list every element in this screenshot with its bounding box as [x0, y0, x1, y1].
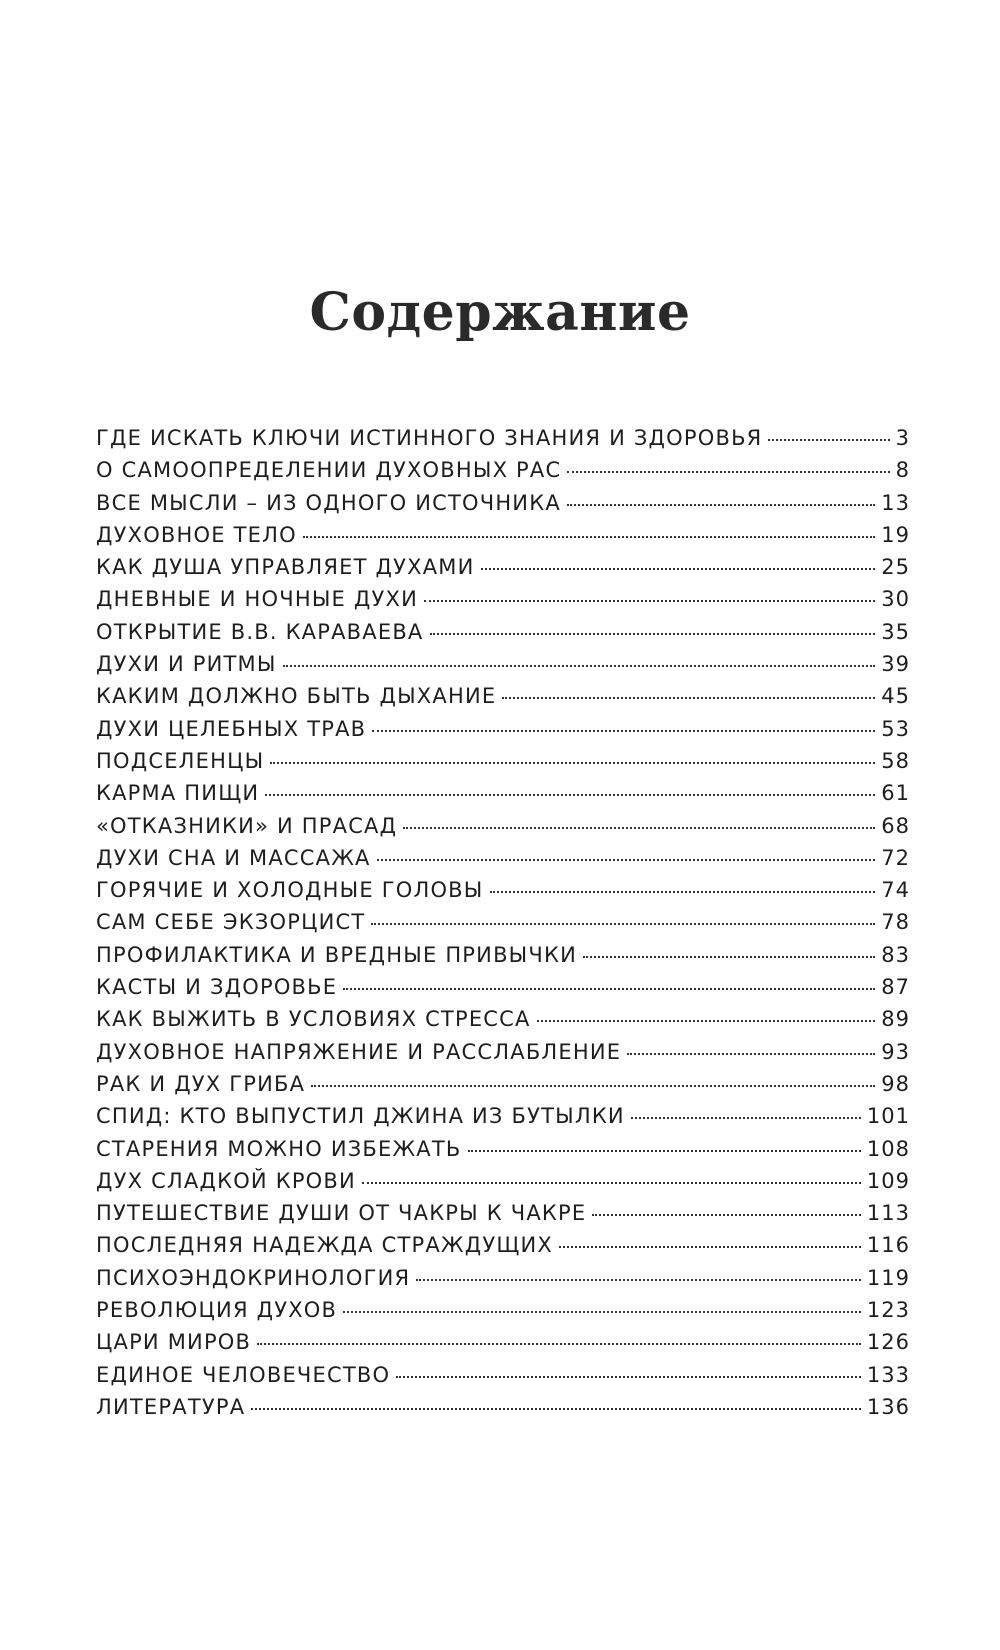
toc-dot-leader [303, 536, 875, 538]
toc-entry-page-number: 68 [881, 813, 910, 838]
toc-dot-leader [265, 794, 875, 796]
toc-entry [96, 1330, 910, 1362]
toc-dot-leader [362, 1182, 861, 1184]
toc-entry [96, 943, 910, 975]
toc-entry [96, 1298, 910, 1330]
toc-entry [96, 846, 910, 878]
toc-dot-leader [424, 600, 875, 602]
toc-entry-page-number: 58 [881, 748, 910, 773]
toc-entry-page-number: 25 [881, 555, 910, 580]
toc-entry-title: РАК И ДУХ ГРИБА [96, 1071, 306, 1096]
toc-entry-title: КАСТЫ И ЗДОРОВЬЕ [96, 975, 338, 1000]
toc-entry-title: О САМООПРЕДЕЛЕНИИ ДУХОВНЫХ РАС [96, 458, 562, 483]
toc-entry-title: ДУХИ И РИТМЫ [96, 652, 277, 677]
toc-entry-title: ДУХ СЛАДКОЙ КРОВИ [96, 1168, 356, 1193]
toc-entry [96, 1201, 910, 1233]
page-title: Содержание [309, 281, 691, 343]
toc-dot-leader [396, 1376, 861, 1378]
toc-entry-title: РЕВОЛЮЦИЯ ДУХОВ [96, 1298, 338, 1323]
toc-entry [96, 910, 910, 942]
toc-entry-title: ЕДИНОЕ ЧЕЛОВЕЧЕСТВО [96, 1362, 391, 1387]
toc-entry [96, 1266, 910, 1298]
toc-entry [96, 555, 910, 587]
toc-entry [96, 1072, 910, 1104]
toc-entry-page-number: 61 [881, 781, 910, 806]
toc-dot-leader [468, 1150, 861, 1152]
toc-entry-page-number: 83 [881, 942, 910, 967]
toc-dot-leader [502, 697, 875, 699]
toc-dot-leader [377, 859, 876, 861]
toc-entry-title: ПОДСЕЛЕНЦЫ [96, 748, 265, 773]
toc-entry-title: ДУХИ СНА И МАССАЖА [96, 845, 371, 870]
toc-dot-leader [311, 1085, 875, 1087]
toc-entry-page-number: 119 [866, 1265, 910, 1290]
toc-entry-page-number: 39 [881, 652, 910, 677]
toc-entry [96, 717, 910, 749]
toc-entry-page-number: 136 [866, 1394, 910, 1419]
toc-entry [96, 426, 910, 458]
toc-entry-title: КАК ВЫЖИТЬ В УСЛОВИЯХ СТРЕССА [96, 1007, 531, 1032]
toc-entry-title: ГОРЯЧИЕ И ХОЛОДНЫЕ ГОЛОВЫ [96, 878, 484, 903]
toc-entry-title: ПУТЕШЕСТВИЕ ДУШИ ОТ ЧАКРЫ К ЧАКРЕ [96, 1201, 587, 1226]
toc-entry-title: «ОТКАЗНИКИ» И ПРАСАД [96, 813, 398, 838]
toc-entry-page-number: 3 [895, 426, 910, 450]
toc-entry-page-number: 108 [866, 1136, 910, 1161]
toc-entry-title: ГДЕ ИСКАТЬ КЛЮЧИ ИСТИННОГО ЗНАНИЯ И ЗДОРОВЬЯ [96, 426, 763, 450]
toc-entry-page-number: 45 [881, 684, 910, 709]
toc-dot-leader [567, 504, 875, 506]
toc-entry [96, 1169, 910, 1201]
toc-dot-leader [567, 471, 889, 473]
toc-dot-leader [283, 665, 876, 667]
toc-entry-title: КАКИМ ДОЛЖНО БЫТЬ ДЫХАНИЕ [96, 684, 497, 709]
toc-dot-leader [343, 988, 875, 990]
toc-dot-leader [257, 1343, 861, 1345]
toc-entry-title: СПИД: КТО ВЫПУСТИЛ ДЖИНА ИЗ БУТЫЛКИ [96, 1104, 625, 1129]
toc-entry-title: ЛИТЕРАТУРА [96, 1394, 246, 1419]
toc-entry [96, 523, 910, 555]
toc-entry-page-number: 133 [866, 1362, 910, 1387]
toc-dot-leader [371, 923, 875, 925]
toc-entry-title: САМ СЕБЕ ЭКЗОРЦИСТ [96, 910, 366, 935]
table-of-contents [96, 426, 910, 1427]
toc-dot-leader [481, 568, 876, 570]
toc-entry-page-number: 109 [866, 1168, 910, 1193]
toc-dot-leader [343, 1311, 861, 1313]
toc-entry [96, 1137, 910, 1169]
toc-entry-title: ДУХИ ЦЕЛЕБНЫХ ТРАВ [96, 716, 367, 741]
toc-entry [96, 878, 910, 910]
toc-entry [96, 781, 910, 813]
toc-dot-leader [403, 827, 875, 829]
toc-entry [96, 975, 910, 1007]
toc-entry-title: ДНЕВНЫЕ И НОЧНЫЕ ДУХИ [96, 587, 418, 612]
toc-entry-page-number: 93 [881, 1039, 910, 1064]
toc-entry-title: ВСЕ МЫСЛИ – ИЗ ОДНОГО ИСТОЧНИКА [96, 490, 561, 515]
toc-entry-page-number: 123 [866, 1298, 910, 1323]
toc-entry-title: ПРОФИЛАКТИКА И ВРЕДНЫЕ ПРИВЫЧКИ [96, 942, 578, 967]
toc-dot-leader [768, 439, 889, 441]
toc-entry [96, 684, 910, 716]
toc-dot-leader [270, 762, 875, 764]
toc-entry-page-number: 13 [881, 490, 910, 515]
toc-entry [96, 587, 910, 619]
toc-entry-page-number: 113 [866, 1201, 910, 1226]
toc-entry-page-number: 53 [881, 716, 910, 741]
toc-dot-leader [592, 1214, 861, 1216]
toc-entry-page-number: 8 [895, 458, 910, 483]
toc-entry-page-number: 30 [881, 587, 910, 612]
toc-entry-title: ОТКРЫТИЕ В.В. КАРАВАЕВА [96, 619, 424, 644]
toc-dot-leader [490, 891, 876, 893]
toc-entry-page-number: 35 [881, 619, 910, 644]
toc-entry-title: СТАРЕНИЯ МОЖНО ИЗБЕЖАТЬ [96, 1136, 462, 1161]
toc-entry [96, 652, 910, 684]
toc-dot-leader [430, 633, 876, 635]
toc-entry-page-number: 126 [866, 1330, 910, 1355]
toc-entry-title: ДУХОВНОЕ ТЕЛО [96, 522, 297, 547]
toc-entry [96, 1363, 910, 1395]
toc-dot-leader [537, 1020, 876, 1022]
toc-entry-title: ПОСЛЕДНЯЯ НАДЕЖДА СТРАЖДУЩИХ [96, 1233, 554, 1258]
toc-entry-page-number: 89 [881, 1007, 910, 1032]
toc-dot-leader [251, 1408, 861, 1410]
toc-entry-title: ЦАРИ МИРОВ [96, 1330, 252, 1355]
toc-entry [96, 749, 910, 781]
toc-entry-title: КАК ДУША УПРАВЛЯЕТ ДУХАМИ [96, 555, 475, 580]
toc-entry-page-number: 78 [881, 910, 910, 935]
toc-entry [96, 1395, 910, 1427]
toc-dot-leader [627, 1053, 875, 1055]
toc-entry-title: ДУХОВНОЕ НАПРЯЖЕНИЕ И РАССЛАБЛЕНИЕ [96, 1039, 622, 1064]
toc-entry [96, 814, 910, 846]
toc-entry [96, 620, 910, 652]
toc-entry-page-number: 101 [866, 1104, 910, 1129]
toc-entry-page-number: 116 [866, 1233, 910, 1258]
toc-dot-leader [583, 956, 875, 958]
toc-entry [96, 1104, 910, 1136]
toc-entry-page-number: 98 [881, 1071, 910, 1096]
toc-dot-leader [416, 1279, 861, 1281]
toc-dot-leader [372, 730, 875, 732]
toc-entry-title: КАРМА ПИЩИ [96, 781, 260, 806]
toc-entry-page-number: 74 [881, 878, 910, 903]
toc-entry [96, 1040, 910, 1072]
toc-entry-page-number: 87 [881, 975, 910, 1000]
toc-dot-leader [559, 1246, 861, 1248]
toc-entry-page-number: 72 [881, 845, 910, 870]
toc-dot-leader [631, 1117, 861, 1119]
toc-entry-page-number: 19 [881, 522, 910, 547]
toc-entry [96, 1233, 910, 1265]
toc-entry [96, 458, 910, 490]
toc-entry [96, 491, 910, 523]
toc-entry-title: ПСИХОЭНДОКРИНОЛОГИЯ [96, 1265, 411, 1290]
toc-entry [96, 1007, 910, 1039]
